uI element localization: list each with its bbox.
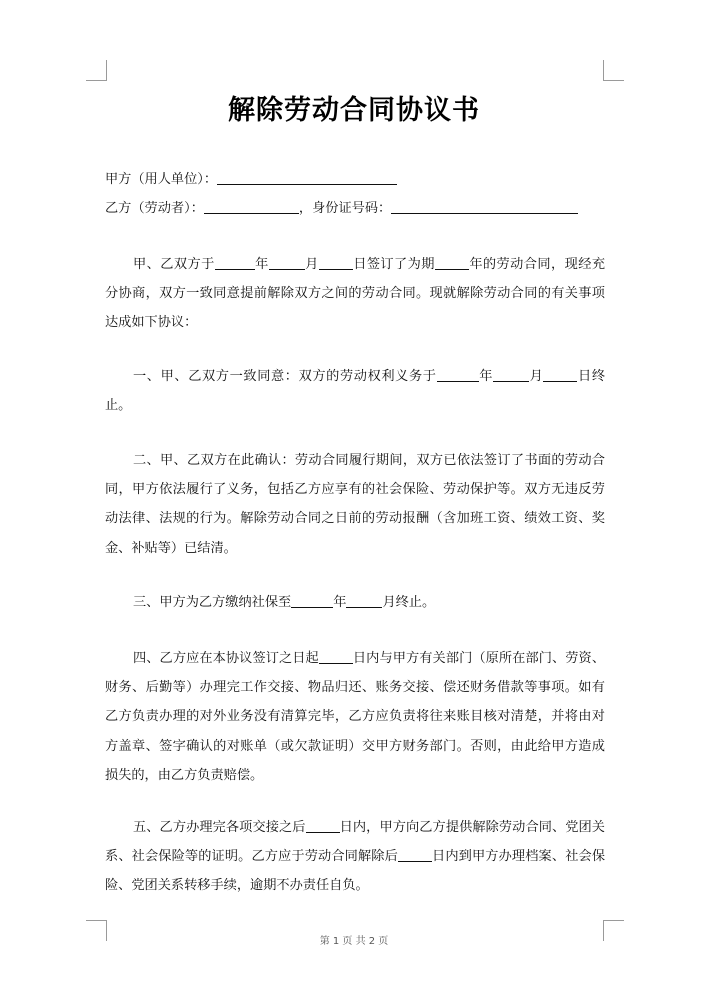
- clause-1-text-4: 日终止。: [105, 369, 606, 414]
- id-number-label: ，身份证号码：: [298, 201, 392, 216]
- end-day-blank[interactable]: [543, 366, 577, 382]
- intro-text-1: 甲、乙双方于: [133, 257, 215, 272]
- clause-1-text-1: 一、甲、乙双方一致同意：双方的劳动权利义务于: [133, 369, 437, 384]
- party-a-blank[interactable]: [217, 169, 397, 185]
- intro-text-4: 日签订了为期: [352, 257, 435, 272]
- party-a-line: [105, 165, 397, 194]
- intro-text-5: 年的劳动合同，现经充分协商，双方一致同意提前解除双方之间的劳动合同。现就解除劳动合同的有关事项达成如下协议：: [105, 257, 606, 331]
- party-b-line: [105, 194, 578, 223]
- page-number: 第 1 页 共 2 页: [319, 936, 389, 947]
- crop-mark-top-left: [86, 60, 107, 81]
- sign-year-blank[interactable]: [215, 254, 255, 270]
- clause-4: [105, 644, 605, 790]
- clause-5-text-1: 五、乙方办理完各项交接之后: [133, 820, 306, 835]
- clause-3-text-1: 三、甲方为乙方缴纳社保至: [133, 595, 292, 610]
- end-month-blank[interactable]: [493, 366, 529, 382]
- clause-3-text-2: 年: [333, 595, 347, 610]
- end-year-blank[interactable]: [437, 366, 479, 382]
- clause-5-text-3: 日内到甲方办理档案、社会保险、党团关系转移手续，逾期不办责任自负。: [105, 849, 606, 894]
- document-title: 解除劳动合同协议书: [228, 95, 480, 126]
- intro-paragraph: [105, 250, 605, 338]
- clause-1: [105, 362, 605, 420]
- handover-days-blank[interactable]: [319, 648, 353, 664]
- clause-5: [105, 813, 605, 901]
- intro-text-2: 年: [254, 257, 269, 272]
- party-a-label: 甲方（用人单位）：: [105, 172, 218, 187]
- clause-3: [105, 588, 605, 617]
- clause-1-text-3: 月: [529, 369, 544, 384]
- clause-3-text-3: 月终止。: [382, 595, 436, 610]
- sign-day-blank[interactable]: [319, 254, 353, 270]
- crop-mark-top-right: [603, 60, 624, 81]
- term-years-blank[interactable]: [435, 254, 469, 270]
- clause-1-text-2: 年: [478, 369, 494, 384]
- party-b-label: 乙方（劳动者）：: [105, 201, 204, 216]
- clause-4-text-1: 四、乙方应在本协议签订之日起: [133, 651, 319, 666]
- clause-2: 二、甲、乙双方在此确认：劳动合同履行期间，双方已依法签订了书面的劳动合同，甲方依法履行了义务，包括乙方应享有的社会保险、劳动保护等。双方无违反劳动法律、法规的行为。解除劳动合同之日前的劳动报酬（含加班工资、绩效工资、奖金、补贴等）已结清。: [105, 453, 605, 556]
- sign-month-blank[interactable]: [269, 254, 305, 270]
- clause-5-text-2: 日内，甲方向乙方提供解除劳动合同、党团关系、社会保险等的证明。乙方应于劳动合同解除后: [105, 820, 605, 865]
- transfer-days-blank[interactable]: [398, 846, 432, 862]
- clause-4-text-2: 日内与甲方有关部门（原所在部门、劳资、财务、后勤等）办理完工作交接、物品归还、账务交接、偿还财务借款等事项。如有乙方负责办理的对外业务没有清算完毕，乙方应负责将往来账目核对清楚，并将由对方盖章、签字确认的对账单（或欠款证明）交甲方财务部门。否则，由此给甲方造成损失的，由乙方负责赔偿。: [105, 651, 606, 783]
- social-month-blank[interactable]: [346, 592, 382, 608]
- social-year-blank[interactable]: [291, 592, 333, 608]
- party-b-blank[interactable]: [204, 198, 299, 214]
- intro-text-3: 月: [304, 257, 319, 272]
- certificate-days-blank[interactable]: [306, 817, 340, 833]
- id-number-blank[interactable]: [391, 198, 578, 214]
